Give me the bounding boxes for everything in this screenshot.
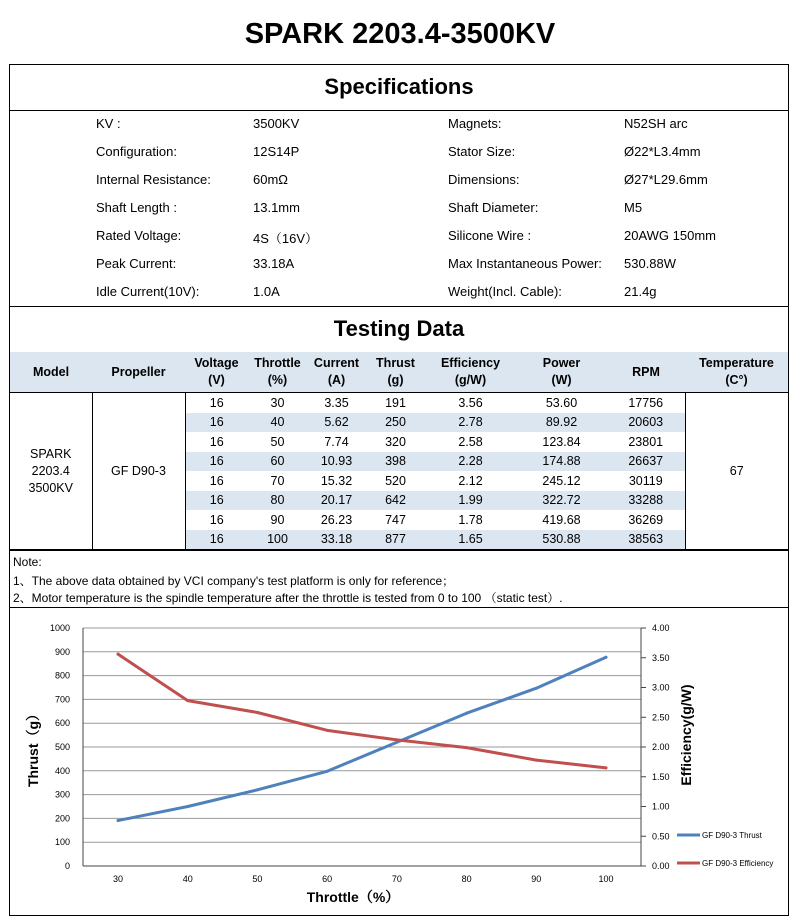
column-header-line: (g/W) — [454, 373, 487, 387]
table-cell: 10.93 — [307, 452, 366, 472]
y2-tick-label: 1.00 — [652, 801, 670, 812]
data-point — [395, 738, 398, 741]
table-cell: 100 — [248, 530, 307, 550]
y2-tick-label: 0.50 — [652, 831, 670, 842]
table-cell: 419.68 — [542, 512, 581, 527]
y-tick-label: 300 — [54, 789, 70, 800]
column-header-line: Throttle — [254, 356, 301, 370]
propeller-cell: GF D90-3 — [92, 393, 185, 550]
table-cell: 16 — [209, 512, 224, 527]
table-cell: 245.12 — [542, 473, 581, 488]
page-title: SPARK 2203.4-3500KV — [244, 18, 556, 50]
spec-label: Shaft Diameter: — [448, 200, 539, 215]
x-tick-label: 50 — [252, 874, 263, 884]
x-tick-label: 90 — [531, 874, 542, 884]
temperature-cell: 67 — [685, 393, 788, 550]
y2-axis-title: Efficiency(g/W) — [678, 684, 694, 786]
y-tick-label: 700 — [54, 694, 70, 705]
y2-tick-label: 3.50 — [652, 652, 670, 663]
column-header-line: Temperature — [699, 356, 774, 370]
spec-label: Shaft Length : — [96, 200, 177, 215]
column-header-line: Propeller — [111, 364, 166, 379]
table-cell: 2.78 — [425, 413, 516, 433]
spec-value: 1.0A — [253, 284, 280, 299]
model-line: SPARK — [30, 446, 72, 461]
table-cell: 16 — [185, 530, 248, 550]
spec-label: KV : — [96, 116, 121, 131]
table-cell: 90 — [270, 512, 285, 527]
column-header-line: (A) — [327, 373, 346, 387]
table-cell: 642 — [366, 491, 425, 511]
y-tick-label: 100 — [54, 837, 70, 848]
spec-value: 12S14P — [253, 144, 300, 159]
column-header-line: Model — [32, 364, 70, 379]
table-cell: 89.92 — [516, 413, 607, 433]
table-cell: 1.78 — [458, 512, 483, 527]
column-header-line: Efficiency — [440, 356, 501, 370]
y-tick-label: 500 — [54, 742, 70, 752]
column-header-line: Thrust — [376, 356, 415, 370]
note-title: Note: — [13, 555, 42, 569]
spec-value: 20AWG 150mm — [624, 228, 716, 243]
spec-value: 21.4g — [624, 284, 657, 299]
spec-label: Silicone Wire : — [448, 228, 532, 243]
y-tick-label: 900 — [54, 646, 70, 657]
y2-tick-label: 4.00 — [652, 623, 670, 633]
series-line-1 — [118, 654, 606, 768]
table-cell: 60 — [248, 452, 307, 472]
table-cell: 16 — [185, 491, 248, 511]
data-point — [256, 711, 259, 714]
column-header-line: (C°) — [725, 373, 748, 387]
table-cell: 20603 — [607, 413, 685, 433]
table-cell: 33.18 — [307, 530, 366, 550]
y2-tick-label: 0.00 — [652, 861, 670, 871]
data-point — [186, 699, 189, 702]
column-header-line: RPM — [632, 364, 660, 379]
table-cell: 80 — [248, 491, 307, 511]
column-header-line: (W) — [551, 373, 572, 387]
table-cell: 747 — [385, 512, 406, 527]
spec-label: Peak Current: — [96, 256, 177, 271]
spec-value: N52SH arc — [624, 116, 688, 131]
spec-value: 530.88W — [624, 256, 677, 271]
x-axis-title: Throttle（%） — [306, 889, 400, 905]
table-cell: 1.65 — [425, 530, 516, 550]
spec-label: Dimensions: — [448, 172, 520, 187]
table-cell: 1.99 — [425, 491, 516, 511]
data-point — [326, 729, 329, 732]
spec-label: Max Instantaneous Power: — [448, 256, 602, 271]
table-cell: 20.17 — [307, 491, 366, 511]
spec-label: Configuration: — [96, 144, 177, 159]
table-cell: 50 — [270, 434, 285, 449]
spec-value: 4S（16V） — [253, 231, 319, 246]
table-cell: 3.35 — [324, 395, 349, 410]
spec-value: M5 — [624, 200, 643, 215]
y-tick-label: 800 — [54, 670, 70, 681]
spec-value: 13.1mm — [253, 200, 300, 215]
table-cell: 250 — [366, 413, 425, 433]
table-cell: 15.32 — [320, 473, 353, 488]
table-cell: 322.72 — [516, 491, 607, 511]
y-tick-label: 1000 — [49, 623, 70, 633]
spec-value: Ø22*L3.4mm — [624, 144, 701, 159]
table-cell: 520 — [385, 473, 406, 488]
data-point — [256, 788, 259, 791]
table-cell: 17756 — [628, 395, 664, 410]
x-tick-label: 40 — [182, 874, 193, 884]
table-cell: 2.12 — [458, 473, 483, 488]
column-header-line: (%) — [267, 373, 288, 387]
model-line: 2203.4 — [31, 463, 70, 478]
spec-label: Idle Current(10V): — [96, 284, 200, 299]
y2-tick-label: 2.50 — [652, 712, 670, 723]
table-cell: 16 — [209, 473, 224, 488]
table-cell: 320 — [385, 434, 406, 449]
column-header-line: Power — [542, 356, 581, 370]
spec-value: Ø27*L29.6mm — [624, 172, 708, 187]
table-cell: 30 — [270, 395, 285, 410]
y2-tick-label: 2.00 — [652, 742, 670, 752]
testing-data-heading: Testing Data — [333, 316, 465, 341]
y2-tick-label: 3.00 — [652, 682, 670, 693]
data-point — [117, 819, 120, 822]
x-tick-label: 70 — [391, 874, 402, 884]
column-header-line: (V) — [208, 373, 225, 387]
column-header-line: (g) — [387, 373, 404, 387]
table-cell: 53.60 — [545, 395, 578, 410]
model-line: 3500KV — [28, 480, 73, 495]
table-cell: 398 — [366, 452, 425, 472]
data-point — [605, 656, 608, 659]
y-tick-label: 600 — [54, 718, 70, 729]
spec-value: 33.18A — [253, 256, 295, 271]
y-axis-title: Thrust（g） — [25, 706, 41, 788]
x-tick-label: 80 — [461, 874, 472, 884]
note-line-1: 1、The above data obtained by VCI company's test platform is only for reference； — [13, 574, 455, 588]
column-header-line: Current — [313, 356, 360, 370]
spec-value: 3500KV — [253, 116, 300, 131]
table-cell: 16 — [185, 413, 248, 433]
table-cell: 33288 — [607, 491, 685, 511]
x-tick-label: 60 — [322, 874, 333, 884]
column-header-line: Voltage — [194, 356, 239, 370]
table-cell: 174.88 — [516, 452, 607, 472]
data-point — [186, 805, 189, 808]
data-point — [326, 770, 329, 773]
data-point — [465, 712, 468, 715]
table-cell: 191 — [385, 395, 406, 410]
table-cell: 3.56 — [458, 395, 483, 410]
table-cell: 38563 — [607, 530, 685, 550]
y-tick-label: 0 — [64, 861, 70, 871]
y-tick-label: 400 — [54, 765, 70, 776]
table-cell: 16 — [209, 395, 224, 410]
data-point — [465, 746, 468, 749]
y2-tick-label: 1.50 — [652, 771, 670, 782]
data-point — [535, 687, 538, 690]
table-cell: 123.84 — [542, 434, 581, 449]
legend-label: GF D90-3 Thrust — [702, 831, 762, 840]
table-cell: 7.74 — [324, 434, 349, 449]
legend-label: GF D90-3 Efficiency — [702, 859, 774, 868]
spec-value: 60mΩ — [253, 172, 289, 187]
data-point — [605, 766, 608, 769]
table-cell: 26.23 — [320, 512, 353, 527]
x-tick-label: 30 — [112, 874, 124, 884]
spec-label: Stator Size: — [448, 144, 516, 159]
table-cell: 26637 — [607, 452, 685, 472]
table-cell: 2.58 — [458, 434, 483, 449]
data-point — [117, 653, 120, 656]
table-cell: 877 — [366, 530, 425, 550]
spec-label: Internal Resistance: — [96, 172, 211, 187]
table-cell: 5.62 — [307, 413, 366, 433]
table-cell: 36269 — [628, 512, 664, 527]
table-cell: 530.88 — [516, 530, 607, 550]
data-point — [535, 759, 538, 762]
table-cell: 70 — [270, 473, 285, 488]
series-line-0 — [118, 657, 606, 820]
specifications-heading: Specifications — [324, 74, 474, 99]
table-cell: 2.28 — [425, 452, 516, 472]
table-cell: 16 — [209, 434, 224, 449]
spec-label: Magnets: — [448, 116, 502, 131]
spec-label: Rated Voltage: — [96, 228, 182, 243]
table-cell: 16 — [185, 452, 248, 472]
y-tick-label: 200 — [54, 813, 70, 824]
table-cell: 30119 — [628, 473, 663, 488]
table-cell: 23801 — [628, 434, 664, 449]
x-tick-label: 100 — [598, 874, 614, 884]
note-line-2: 2、Motor temperature is the spindle temperature after the throttle is tested from 0 to 100 （static test）. — [13, 591, 563, 605]
table-cell: 40 — [248, 413, 307, 433]
spec-label: Weight(Incl. Cable): — [448, 284, 562, 299]
